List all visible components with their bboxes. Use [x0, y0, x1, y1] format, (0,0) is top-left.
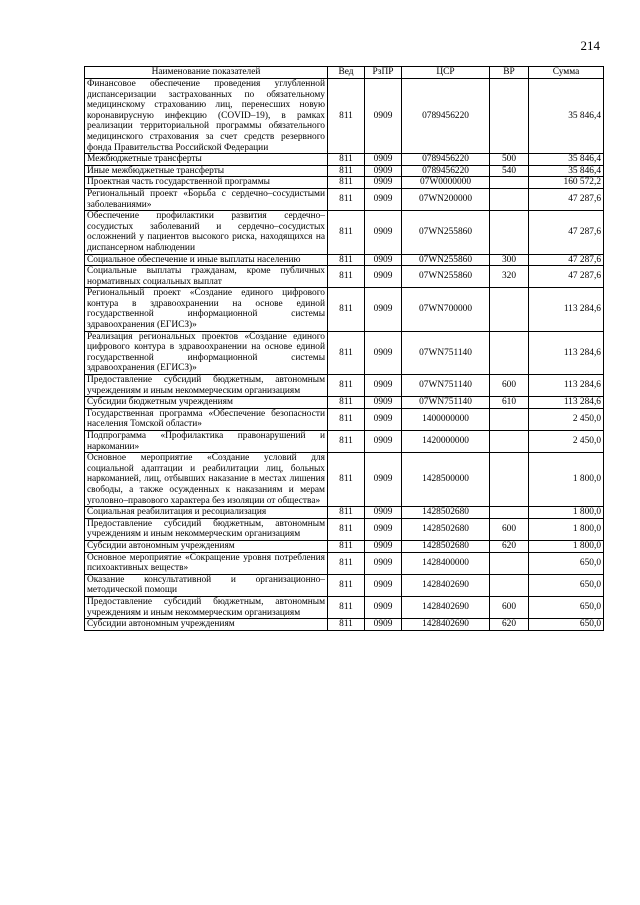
- cell-csr: 1428402690: [402, 596, 490, 618]
- cell-sum: 650,0: [529, 596, 604, 618]
- cell-vr: 540: [490, 165, 529, 177]
- table-row: [85, 288, 604, 331]
- cell-rzpr: 0909: [365, 518, 402, 540]
- cell-name: Субсидии автономным учреждениям: [85, 619, 328, 631]
- table-row: [85, 331, 604, 374]
- cell-rzpr: 0909: [365, 188, 402, 210]
- table-header-row: [85, 67, 604, 79]
- cell-vr: [490, 288, 529, 331]
- cell-name: Государственная программа «Обеспечение безопасности населения Томской области»: [85, 408, 328, 430]
- cell-name: Социальное обеспечение и иные выплаты населению: [85, 254, 328, 266]
- table-row: [85, 211, 604, 254]
- cell-rzpr: 0909: [365, 408, 402, 430]
- cell-sum: 1 800,0: [529, 518, 604, 540]
- cell-vr: [490, 453, 529, 507]
- cell-ved: 811: [328, 397, 365, 409]
- cell-name: Подпрограмма «Профилактика правонарушений и наркомании»: [85, 431, 328, 453]
- cell-csr: 0789456220: [402, 165, 490, 177]
- cell-vr: [490, 177, 529, 189]
- page-number: 214: [580, 38, 600, 53]
- cell-name: Субсидии автономным учреждениям: [85, 540, 328, 552]
- cell-sum: 35 846,4: [529, 79, 604, 154]
- cell-vr: 620: [490, 540, 529, 552]
- cell-sum: 2 450,0: [529, 431, 604, 453]
- cell-sum: 113 284,6: [529, 331, 604, 374]
- cell-sum: 47 287,6: [529, 254, 604, 266]
- cell-rzpr: 0909: [365, 375, 402, 397]
- cell-csr: 0789456220: [402, 79, 490, 154]
- cell-rzpr: 0909: [365, 266, 402, 288]
- cell-vr: [490, 431, 529, 453]
- cell-csr: 07WN200000: [402, 188, 490, 210]
- cell-name: Социальные выплаты гражданам, кроме публичных нормативных социальных выплат: [85, 266, 328, 288]
- cell-vr: [490, 507, 529, 519]
- cell-sum: 1 800,0: [529, 540, 604, 552]
- table-row: [85, 453, 604, 507]
- cell-csr: 1428502680: [402, 518, 490, 540]
- cell-ved: 811: [328, 518, 365, 540]
- cell-ved: 811: [328, 154, 365, 166]
- cell-ved: 811: [328, 79, 365, 154]
- table-row: [85, 540, 604, 552]
- cell-rzpr: 0909: [365, 211, 402, 254]
- cell-vr: [490, 331, 529, 374]
- cell-rzpr: 0909: [365, 540, 402, 552]
- cell-name: Основное мероприятие «Создание условий для социальной адаптации и реабилитации лиц, больных наркоманией, лиц, отбывших наказание в местах лишения свободы, а также осужденных к наказаниям и мерам уголовно–правового характера без изоляции от общества»: [85, 453, 328, 507]
- column-header-vr: ВР: [490, 67, 529, 79]
- cell-vr: 600: [490, 375, 529, 397]
- cell-ved: 811: [328, 453, 365, 507]
- cell-ved: 811: [328, 266, 365, 288]
- table-row: [85, 574, 604, 596]
- table-row: [85, 79, 604, 154]
- table-row: [85, 397, 604, 409]
- cell-sum: 160 572,2: [529, 177, 604, 189]
- cell-rzpr: 0909: [365, 596, 402, 618]
- table-row: [85, 188, 604, 210]
- cell-rzpr: 0909: [365, 397, 402, 409]
- cell-rzpr: 0909: [365, 507, 402, 519]
- cell-sum: 1 800,0: [529, 453, 604, 507]
- cell-ved: 811: [328, 596, 365, 618]
- table-row: [85, 408, 604, 430]
- column-header-rzpr: РзПР: [365, 67, 402, 79]
- cell-name: Финансовое обеспечение проведения углубленной диспансеризации застрахованных по обязательному медицинскому страхованию лиц, перенесших новую коронавирусную инфекцию (COVID–19), в рамках реализации территориальной программы обязательного медицинского страхования за счет средств резервного фонда Правительства Российской Федерации: [85, 79, 328, 154]
- cell-rzpr: 0909: [365, 431, 402, 453]
- cell-ved: 811: [328, 574, 365, 596]
- cell-rzpr: 0909: [365, 177, 402, 189]
- cell-csr: 07WN751140: [402, 397, 490, 409]
- cell-name: Региональный проект «Борьба с сердечно–сосудистыми заболеваниями»: [85, 188, 328, 210]
- column-header-csr: ЦСР: [402, 67, 490, 79]
- cell-csr: 07WN255860: [402, 266, 490, 288]
- cell-ved: 811: [328, 288, 365, 331]
- cell-ved: 811: [328, 552, 365, 574]
- cell-csr: 1428400000: [402, 552, 490, 574]
- cell-vr: 610: [490, 397, 529, 409]
- cell-name: Обеспечение профилактики развития сердечно–сосудистых заболеваний и сердечно–сосудистых осложнений у пациентов высокого риска, находящихся на диспансерном наблюдении: [85, 211, 328, 254]
- cell-ved: 811: [328, 540, 365, 552]
- cell-vr: 620: [490, 619, 529, 631]
- cell-vr: 600: [490, 596, 529, 618]
- cell-rzpr: 0909: [365, 79, 402, 154]
- table-row: [85, 266, 604, 288]
- cell-sum: 47 287,6: [529, 188, 604, 210]
- cell-csr: 07WN751140: [402, 331, 490, 374]
- cell-rzpr: 0909: [365, 574, 402, 596]
- cell-ved: 811: [328, 165, 365, 177]
- cell-name: Предоставление субсидий бюджетным, автономным учреждениям и иным некоммерческим организациям: [85, 596, 328, 618]
- cell-name: Проектная часть государственной программы: [85, 177, 328, 189]
- cell-name: Оказание консультативной и организационно–методической помощи: [85, 574, 328, 596]
- cell-name: Предоставление субсидий бюджетным, автономным учреждениям и иным некоммерческим организациям: [85, 375, 328, 397]
- table-row: [85, 165, 604, 177]
- table-row: [85, 518, 604, 540]
- cell-ved: 811: [328, 619, 365, 631]
- cell-csr: 1428402690: [402, 619, 490, 631]
- table-row: [85, 254, 604, 266]
- cell-vr: 500: [490, 154, 529, 166]
- cell-sum: 47 287,6: [529, 211, 604, 254]
- table-row: [85, 431, 604, 453]
- table-row: [85, 375, 604, 397]
- cell-csr: 1428402690: [402, 574, 490, 596]
- cell-name: Основное мероприятие «Сокращение уровня потребления психоактивных веществ»: [85, 552, 328, 574]
- cell-rzpr: 0909: [365, 154, 402, 166]
- cell-sum: 113 284,6: [529, 288, 604, 331]
- cell-sum: 113 284,6: [529, 397, 604, 409]
- cell-vr: [490, 188, 529, 210]
- cell-vr: 300: [490, 254, 529, 266]
- cell-rzpr: 0909: [365, 453, 402, 507]
- cell-sum: 113 284,6: [529, 375, 604, 397]
- table-body: [85, 79, 604, 631]
- column-header-sum: Сумма: [529, 67, 604, 79]
- cell-sum: 35 846,4: [529, 154, 604, 166]
- cell-ved: 811: [328, 431, 365, 453]
- cell-name: Межбюджетные трансферты: [85, 154, 328, 166]
- column-header-ved: Вед: [328, 67, 365, 79]
- table-row: [85, 619, 604, 631]
- cell-ved: 811: [328, 254, 365, 266]
- cell-ved: 811: [328, 507, 365, 519]
- cell-rzpr: 0909: [365, 552, 402, 574]
- cell-sum: 2 450,0: [529, 408, 604, 430]
- cell-csr: 1420000000: [402, 431, 490, 453]
- cell-vr: [490, 552, 529, 574]
- cell-ved: 811: [328, 177, 365, 189]
- cell-vr: 600: [490, 518, 529, 540]
- cell-vr: [490, 211, 529, 254]
- cell-csr: 07WN751140: [402, 375, 490, 397]
- cell-vr: [490, 574, 529, 596]
- cell-sum: 35 846,4: [529, 165, 604, 177]
- cell-csr: 07WN255860: [402, 254, 490, 266]
- budget-table: [84, 66, 604, 631]
- cell-csr: 0789456220: [402, 154, 490, 166]
- cell-name: Реализация региональных проектов «Создание единого цифрового контура в здравоохранении на основе единой государственной информационной системы здравоохранения (ЕГИСЗ)»: [85, 331, 328, 374]
- cell-csr: 07W0000000: [402, 177, 490, 189]
- cell-ved: 811: [328, 188, 365, 210]
- cell-rzpr: 0909: [365, 619, 402, 631]
- cell-csr: 1428502680: [402, 540, 490, 552]
- cell-ved: 811: [328, 211, 365, 254]
- cell-csr: 07WN255860: [402, 211, 490, 254]
- cell-name: Социальная реабилитация и ресоциализация: [85, 507, 328, 519]
- table-row: [85, 507, 604, 519]
- cell-rzpr: 0909: [365, 165, 402, 177]
- cell-sum: 650,0: [529, 574, 604, 596]
- cell-csr: 1428500000: [402, 453, 490, 507]
- cell-vr: 320: [490, 266, 529, 288]
- cell-vr: [490, 79, 529, 154]
- cell-name: Предоставление субсидий бюджетным, автономным учреждениям и иным некоммерческим организациям: [85, 518, 328, 540]
- cell-csr: 1428502680: [402, 507, 490, 519]
- cell-csr: 1400000000: [402, 408, 490, 430]
- cell-name: Иные межбюджетные трансферты: [85, 165, 328, 177]
- cell-sum: 650,0: [529, 619, 604, 631]
- cell-csr: 07WN700000: [402, 288, 490, 331]
- table-row: [85, 552, 604, 574]
- cell-name: Региональный проект «Создание единого цифрового контура в здравоохранении на основе единой государственной информационной системы здравоохранения (ЕГИСЗ)»: [85, 288, 328, 331]
- table-row: [85, 596, 604, 618]
- cell-name: Субсидии бюджетным учреждениям: [85, 397, 328, 409]
- table-row: [85, 177, 604, 189]
- cell-ved: 811: [328, 331, 365, 374]
- column-header-name: Наименование показателей: [85, 67, 328, 79]
- cell-rzpr: 0909: [365, 288, 402, 331]
- cell-sum: 1 800,0: [529, 507, 604, 519]
- cell-vr: [490, 408, 529, 430]
- cell-rzpr: 0909: [365, 254, 402, 266]
- cell-ved: 811: [328, 375, 365, 397]
- cell-ved: 811: [328, 408, 365, 430]
- table-row: [85, 154, 604, 166]
- cell-rzpr: 0909: [365, 331, 402, 374]
- cell-sum: 47 287,6: [529, 266, 604, 288]
- cell-sum: 650,0: [529, 552, 604, 574]
